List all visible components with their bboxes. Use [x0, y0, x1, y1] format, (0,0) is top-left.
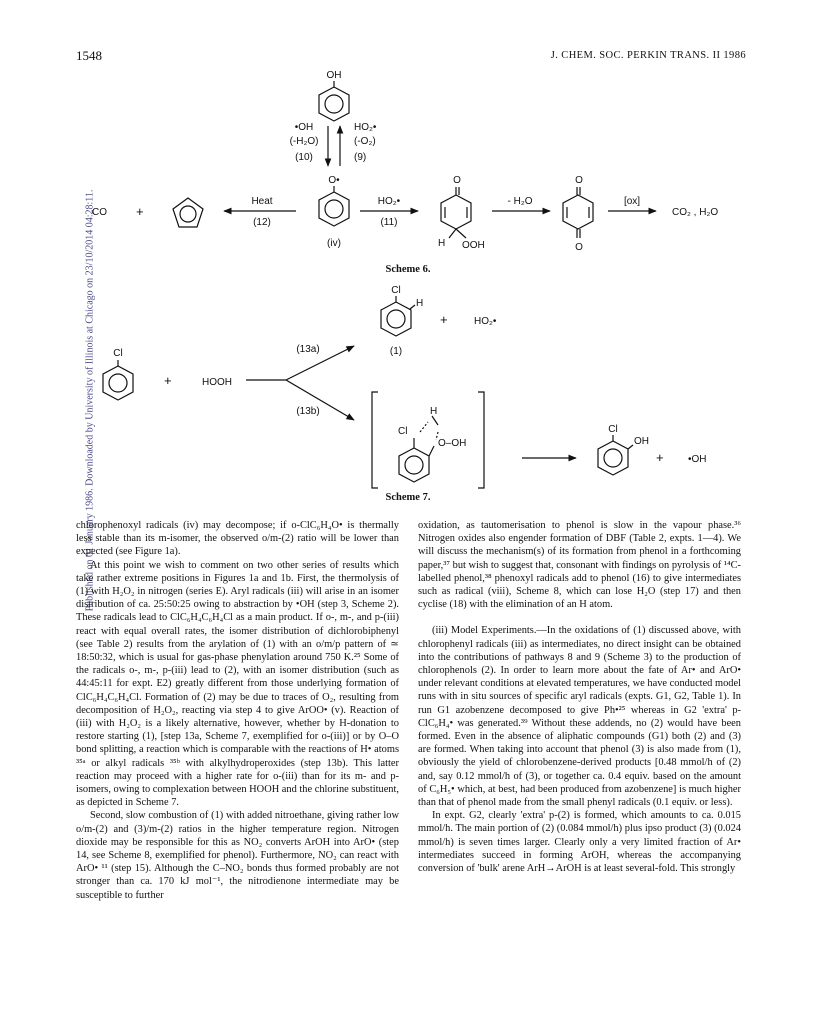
scheme6-caption: Scheme 6. — [385, 264, 431, 275]
ox-label: [ox] — [623, 196, 641, 207]
left-paragraph-1: chlorophenoxyl radicals (iv) may decompose; if o-ClC₆H₄O• is thermally less stable than its m-isomer, the observed o/m-(2) ratio will be lower than expected (see Figure 1a). — [76, 520, 399, 558]
path-a-label: (13a) — [296, 344, 320, 355]
scheme7-plus-2: + — [164, 373, 172, 388]
dienone-ooh: OOH — [462, 240, 485, 251]
co-label: CO — [92, 207, 107, 218]
ts-h: H — [430, 406, 438, 417]
heat-label: Heat — [251, 196, 273, 207]
quinone-o-top: O — [575, 175, 583, 186]
arrow-right-mid: (-O₂) — [354, 136, 376, 147]
product1-ho2: HO₂• — [474, 316, 497, 327]
right-column — [418, 519, 741, 875]
phenoxyl-ring — [319, 192, 349, 226]
left-paragraph-3: Second, slow combustion of (1) with added nitroethane, giving rather low o/m-(2) and (3)/m-(2) ratios in the higher temperature region. Nitrogen dioxide may be responsible for this as NO₂ converts ArOH into ArO• (step 14, see Scheme 8, exemplified for phenol). Furthermore, NO₂ can react with ArO• ¹¹ (step 15). Although the C–NO₂ bonds thus formed probably are not stronger than ca. 170 kJ mol⁻¹, the nitrodienone intermediate may be susceptible to further — [76, 810, 399, 901]
journal-header: J. CHEM. SOC. PERKIN TRANS. II 1986 — [550, 50, 746, 61]
path-b-label: (13b) — [296, 406, 320, 417]
cl-radical-cl: Cl — [113, 348, 123, 359]
phenol-ring — [319, 87, 349, 121]
scheme7-plus-3: + — [656, 450, 664, 465]
right-paragraph-2: (iii) Model Experiments.—In the oxidations of (1) discussed above, with chlorophenyl radicals (iii) as intermediates, no direct insight can be obtained into the contributions of pathways 8 and 9 (Scheme 3) to the production of chlorophenols (2). In order to learn more about the fate of Ar• and ArO• under relevant conditions at elevated temperatures, we have conducted model runs with in situ sources of specific aryl radicals (expts. G1, G2, Table 1). In run G1 azobenzene decomposed to give Ph•²⁵ whereas in G2 'extra' p-ClC₆H₄• was generated.³⁹ Without these addends, no (2) would have been formed. Even in the absence of aliphatic compounds (G1) both (2) and (3) are formed. When taking into account that phenol (3) is also made from (1), obviously the yield of chlorobenzene-derived products [0.48 mmol/h of (2) and, say 0.12 mmol/h of (3), or together ca. 0.4 equiv. based on the amount of C₆H₅• which, at best, had been produced from azobenzene] is much higher than that of phenol made from the small phenyl radicals (0.1 equiv. or less). — [418, 625, 741, 809]
product1-label: (1) — [389, 346, 403, 357]
left-column — [76, 519, 399, 902]
page-number: 1548 — [76, 48, 102, 63]
dienone-o: O — [453, 175, 461, 186]
ho2-label: HO₂• — [377, 196, 401, 207]
left-paragraph-2: At this point we wish to comment on two other series of results which take rather extreme positions in Figures 1a and 1b. First, the thermolysis of (1) with H₂O₂ in nitrogen (series E). Aryl radicals (iii) will arise in an isomer distribution of ca. 25:50:25 owing to abstraction by •OH (step 3, Scheme 2). These radicals lead to ClC₆H₄C₆H₄Cl as a main product. If o-, m-, and p-(iii) react with equal overall rates, the isomer distribution of dichlorobiphenyl (see Table 2) results from the arylation of (1) with an o/m/p pattern of ≃ 18:50:32, which is usual for gas-phase phenylation around 750 K.²⁵ Some of the radicals o-, m-, p-(iii) lead to (2), with an isomer distribution (such as 44:45:11 for expt. E2) greatly different from those underlying formation of ClC₆H₄C₆H₄Cl. Formation of (2) may be due to traces of O₂, resulting from decomposition of H₂O₂, reacting via step 4 to give ArOO• (v). Reaction of (iii) with H₂O₂ is a likely alternative, however, whether by H-donation to restore starting (1), [step 13a, Scheme 7, exemplified for o-(iii)] or by O–O bond splitting, a reaction which is comparable with the reactions of H• atoms ³⁵ᵃ or alkyl radicals ³⁵ᵇ with alkylhydroperoxides (step 13b). This latter reaction may proceed with a higher rate for o-(iii) than for its m- and p-isomers, owing to complexation between HOOH and the chlorine substituent, as depicted in Scheme 7. — [76, 559, 399, 809]
scheme7-caption: Scheme 7. — [385, 492, 431, 503]
phenoxyl-o-label: O• — [328, 175, 340, 186]
arrow-right-num: (9) — [354, 152, 367, 163]
arrow-left-top: •OH — [294, 122, 314, 133]
arrow-right-top: HO₂• — [354, 122, 377, 133]
ts-cl: Cl — [398, 426, 408, 437]
ho2-number: (11) — [380, 217, 398, 228]
ts-ooh: O–OH — [438, 438, 467, 449]
right-paragraph-1: oxidation, as tautomerisation to phenol is slow in the vapour phase.³⁶ Nitrogen oxides also engender formation of DBF (Table 2, expts. 1—4). We will discuss the mechanism(s) of its formation from phenol in a forthcoming paper,³⁷ but wish to suggest that, consonant with findings on pyrolysis of ¹⁴C-labelled phenol,³⁸ phenoxyl radicals add to phenol (16) to give intermediates such as radical (viii), Scheme 8, which can lose H₂O (step 17) and then cyclise (18) with the elimination of an H atom. — [418, 520, 741, 611]
arrow-left-num: (10) — [295, 152, 313, 163]
phenol-oh-label: OH — [326, 70, 342, 81]
product-cl: Cl — [608, 424, 618, 435]
arrow-left-mid: (-H₂O) — [289, 136, 319, 147]
dienone-h: H — [438, 238, 446, 249]
hooh-label: HOOH — [202, 377, 232, 388]
product-oh-radical: •OH — [688, 454, 707, 465]
phenoxyl-label: (iv) — [327, 238, 341, 249]
product1-h: H — [416, 298, 424, 309]
products-label: CO₂ , H₂O — [672, 207, 719, 218]
right-paragraph-3: In expt. G2, clearly 'extra' p-(2) is formed, which amounts to ca. 0.015 mmol/h. The main portion of (2) (0.084 mmol/h) plus ipso product (3) (0.024 mmol/h) is seven times larger. Clearly only a very limited fraction of Ar• intermediates succeed in forming ArOH, whereas the accompanying conversion of 'bulk' arene ArH→ArOH is at least several-fold. This strongly — [418, 810, 741, 875]
cyclopentadienyl-ring — [173, 198, 203, 227]
quinone-o-bottom: O — [575, 242, 583, 253]
heat-number: (12) — [253, 217, 271, 228]
minus-h2o: - H₂O — [507, 196, 533, 207]
product1-cl: Cl — [391, 285, 401, 296]
scheme7-plus-1: + — [440, 312, 448, 327]
product-oh: OH — [634, 436, 649, 447]
publication-sidebar-note: Published on 01 January 1986. Downloaded by University of Illinois at Chicago on 23/10/2014 04:28:11. — [84, 189, 96, 612]
plus-sign: + — [136, 204, 144, 219]
